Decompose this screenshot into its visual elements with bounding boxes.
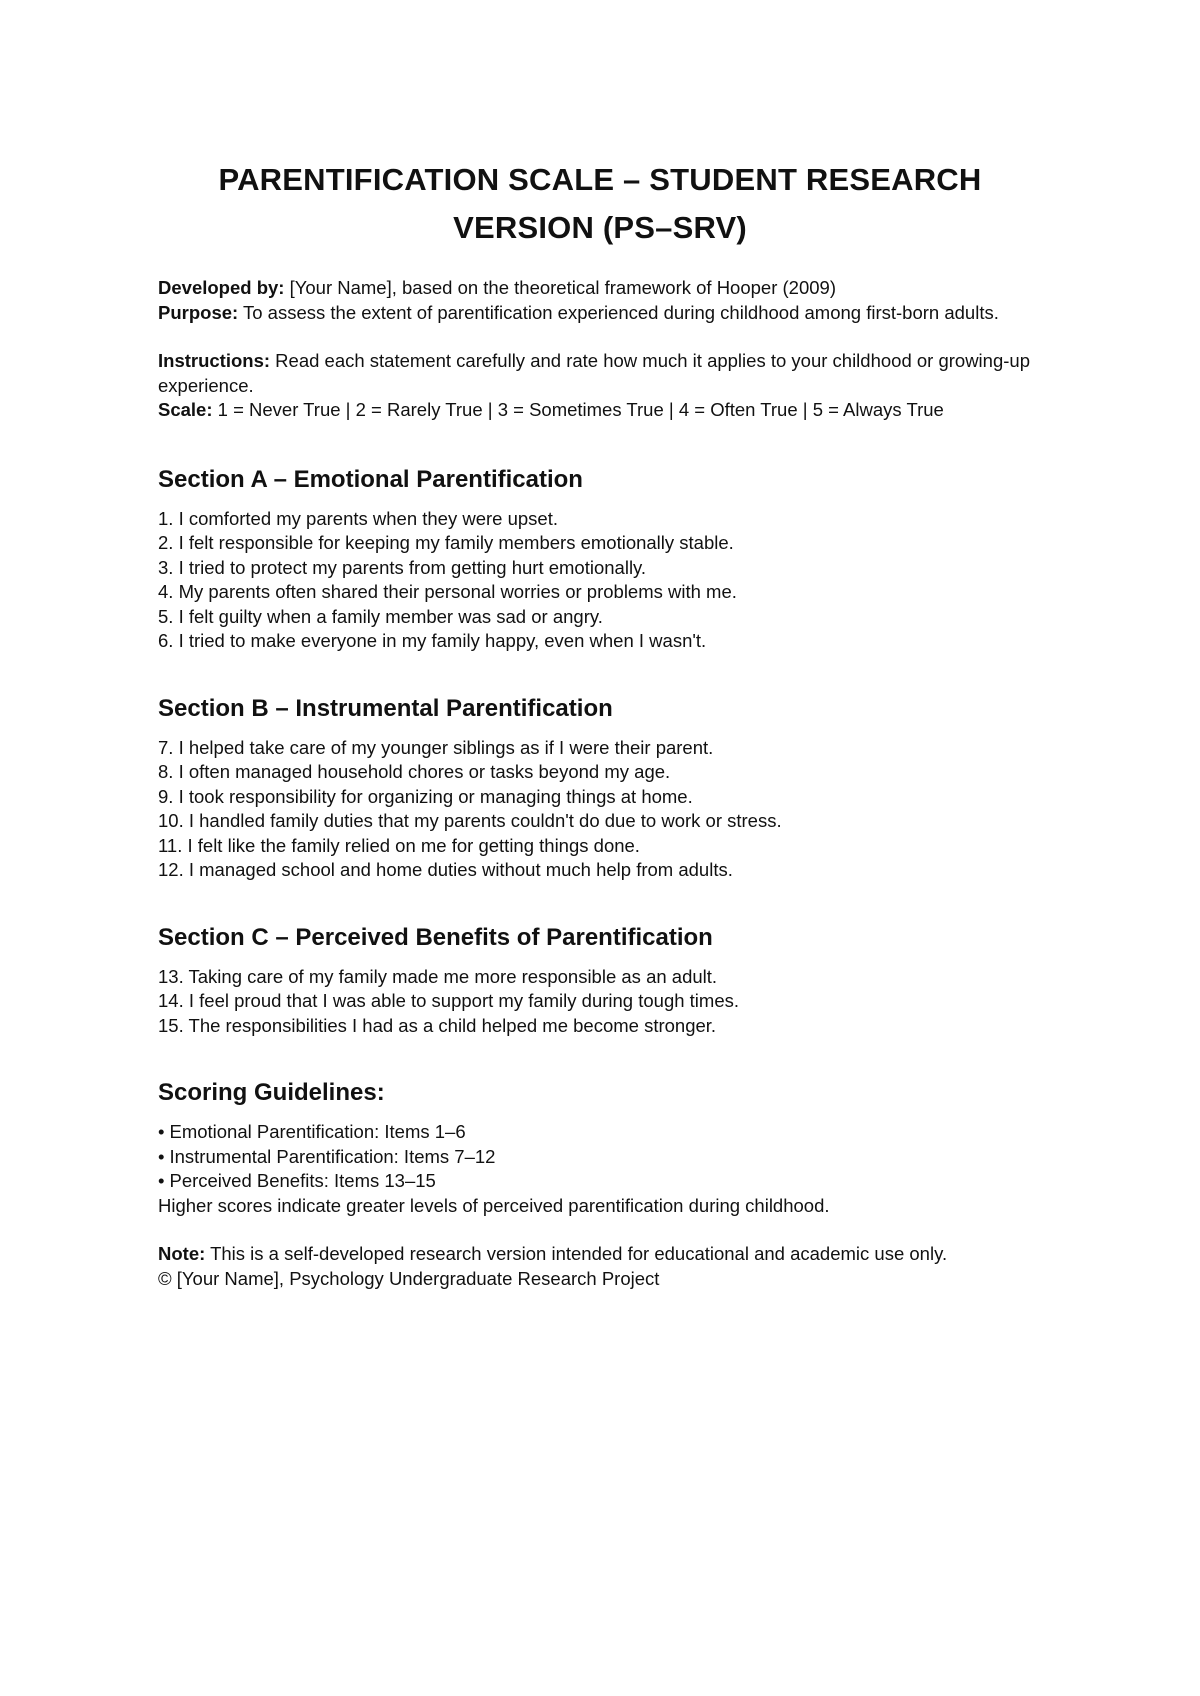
scoring-bullets xyxy=(158,1120,1042,1194)
developed-by-line xyxy=(158,276,1042,301)
scoring-summary: Higher scores indicate greater levels of perceived parentification during childhood. xyxy=(158,1194,830,1216)
intro-block xyxy=(158,276,1042,325)
note-line xyxy=(158,1242,1042,1267)
section-c-heading: Section C – Perceived Benefits of Parentification xyxy=(158,923,713,951)
scale-line xyxy=(158,398,1042,423)
bullet-text: Instrumental Parentification: Items 7–12 xyxy=(169,1145,496,1167)
list-item: 8. I often managed household chores or tasks beyond my age. xyxy=(158,761,671,782)
instructions-text: Read each statement carefully and rate how much it applies to your childhood or growing-up experience. xyxy=(158,350,1030,396)
instructions-label: Instructions: xyxy=(158,350,271,371)
purpose-label: Purpose: xyxy=(158,301,239,323)
section-a-items xyxy=(158,507,1042,654)
document-title xyxy=(158,156,1042,252)
list-item: 5. I felt guilty when a family member was sad or angry. xyxy=(158,605,603,627)
list-item: 14. I feel proud that I was able to support my family during tough times. xyxy=(158,990,739,1011)
list-item: 1. I comforted my parents when they were upset. xyxy=(158,507,558,529)
developed-by-text: [Your Name], based on the theoretical framework of Hooper (2009) xyxy=(284,277,836,298)
list-item: 6. I tried to make everyone in my family happy, even when I wasn't. xyxy=(158,630,707,651)
purpose-text: To assess the extent of parentification experienced during childhood among first-born adults. xyxy=(238,301,999,323)
bullet-icon: • xyxy=(158,1121,165,1142)
title-line-2: VERSION (PS–SRV) xyxy=(453,210,747,245)
list-item: 4. My parents often shared their personal worries or problems with me. xyxy=(158,581,737,602)
section-b-items xyxy=(158,736,1042,883)
section-c-items xyxy=(158,965,1042,1039)
list-item xyxy=(158,1145,1042,1170)
list-item: 15. The responsibilities I had as a child helped me become stronger. xyxy=(158,1014,717,1036)
instructions-line xyxy=(158,349,1042,398)
bullet-text: Emotional Parentification: Items 1–6 xyxy=(169,1121,466,1142)
bullet-text: Perceived Benefits: Items 13–15 xyxy=(169,1170,436,1191)
list-item xyxy=(158,1120,1042,1145)
scoring-block xyxy=(158,1120,1042,1218)
title-line-1: PARENTIFICATION SCALE – STUDENT RESEARCH xyxy=(218,162,982,197)
list-item: 7. I helped take care of my younger siblings as if I were their parent. xyxy=(158,736,714,758)
developed-by-label: Developed by: xyxy=(158,277,285,298)
scale-text: 1 = Never True | 2 = Rarely True | 3 = Sometimes True | 4 = Often True | 5 = Always True xyxy=(212,399,944,420)
note-label: Note: xyxy=(158,1243,206,1264)
list-item: 13. Taking care of my family made me more responsible as an adult. xyxy=(158,965,718,987)
list-item xyxy=(158,1169,1042,1194)
purpose-line xyxy=(158,301,1042,326)
section-a-heading: Section A – Emotional Parentification xyxy=(158,465,583,493)
scoring-heading: Scoring Guidelines: xyxy=(158,1079,385,1106)
list-item: 11. I felt like the family relied on me for getting things done. xyxy=(158,834,640,856)
note-text: This is a self-developed research version intended for educational and academic use only. xyxy=(205,1243,948,1264)
list-item: 10. I handled family duties that my parents couldn't do due to work or stress. xyxy=(158,810,782,831)
bullet-icon: • xyxy=(158,1170,165,1191)
instructions-block xyxy=(158,349,1042,423)
section-b-heading: Section B – Instrumental Parentification xyxy=(158,694,613,722)
footer-block xyxy=(158,1242,1042,1291)
list-item: 2. I felt responsible for keeping my family members emotionally stable. xyxy=(158,532,734,553)
copyright-line: © [Your Name], Psychology Undergraduate Research Project xyxy=(158,1267,660,1289)
list-item: 12. I managed school and home duties without much help from adults. xyxy=(158,859,733,880)
list-item: 9. I took responsibility for organizing or managing things at home. xyxy=(158,785,693,807)
list-item: 3. I tried to protect my parents from getting hurt emotionally. xyxy=(158,556,647,578)
scale-label: Scale: xyxy=(158,399,213,420)
bullet-icon: • xyxy=(158,1145,165,1167)
